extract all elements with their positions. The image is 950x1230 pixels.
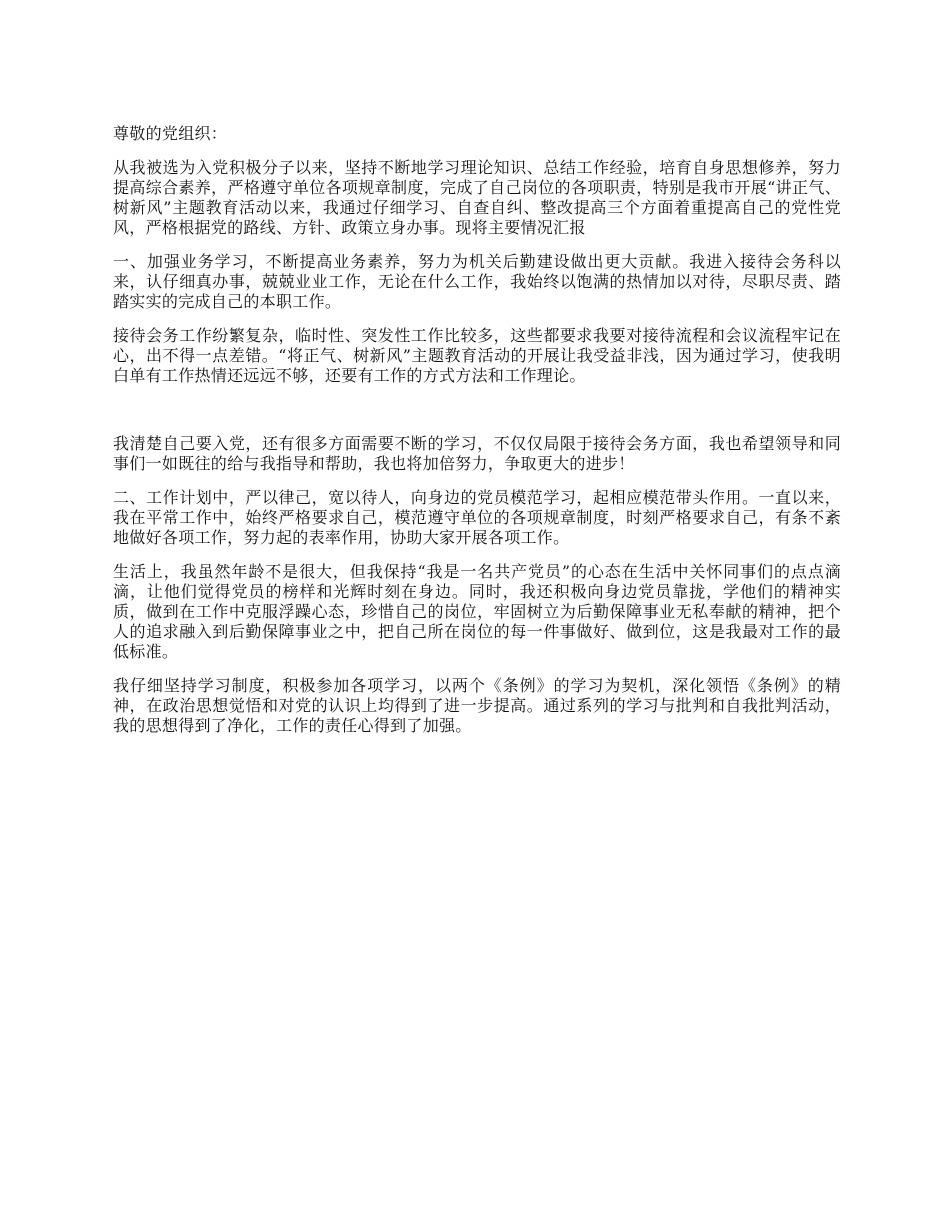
paragraph-work-plan: 二、工作计划中，严以律己，宽以待人，向身边的党员模范学习，起相应模范带头作用。一直以来，我在平常工作中，始终严格要求自己，模范遵守单位的各项规章制度，时刻严格要求自己，有条不紊地做好各项工作，努力起的表率作用，协助大家开展各项工作。 [113,488,841,547]
paragraph-life: 生活上，我虽然年龄不是很大，但我保持“我是一名共产党员”的心态在生活中关怀同事们的点点滴滴，让他们觉得党员的榜样和光辉时刻在身边。同时，我还积极向身边党员靠拢，学他们的精神实质，做到在工作中克服浮躁心态，珍惜自己的岗位，牢固树立为后勤保障事业无私奉献的精神，把个人的追求融入到后勤保障事业之中，把自己所在岗位的每一件事做好、做到位，这是我最对工作的最低标准。 [113,562,841,661]
salutation: 尊敬的党组织： [113,124,228,143]
paragraph-study-system: 我仔细坚持学习制度，积极参加各项学习，以两个《条例》的学习为契机，深化领悟《条例》的精神，在政治思想觉悟和对党的认识上均得到了进一步提高。通过系列的学习与批判和自我批判活动，我的思想得到了净化，工作的责任心得到了加强。 [113,676,841,735]
document-page [113,124,841,750]
paragraph-continued-learning: 我清楚自己要入党，还有很多方面需要不断的学习，不仅仅局限于接待会务方面，我也希望领导和同事们一如既往的给与我指导和帮助，我也将加倍努力，争取更大的进步！ [113,434,841,473]
paragraph-intro: 从我被选为入党积极分子以来，坚持不断地学习理论知识、总结工作经验，培育自身思想修养，努力提高综合素养，严格遵守单位各项规章制度，完成了自己岗位的各项职责，特别是我市开展“讲正气、树新风”主题教育活动以来，我通过仔细学习、自查自纠、整改提高三个方面着重提高自己的党性党风，严格根据党的路线、方针、政策立身办事。现将主要情况汇报 [113,158,841,237]
section-gap [113,400,841,434]
paragraph-reception-work: 接待会务工作纷繁复杂，临时性、突发性工作比较多，这些都要求我要对接待流程和会议流程牢记在心，出不得一点差错。“将正气、树新风”主题教育活动的开展让我受益非浅，因为通过学习，使我明白单有工作热情还远远不够，还要有工作的方式方法和工作理论。 [113,326,841,385]
paragraph-business-study: 一、加强业务学习，不断提高业务素养，努力为机关后勤建设做出更大贡献。我进入接待会务科以来，认仔细真办事，兢兢业业工作，无论在什么工作，我始终以饱满的热情加以对待，尽职尽责、踏踏实实的完成自己的本职工作。 [113,252,841,311]
